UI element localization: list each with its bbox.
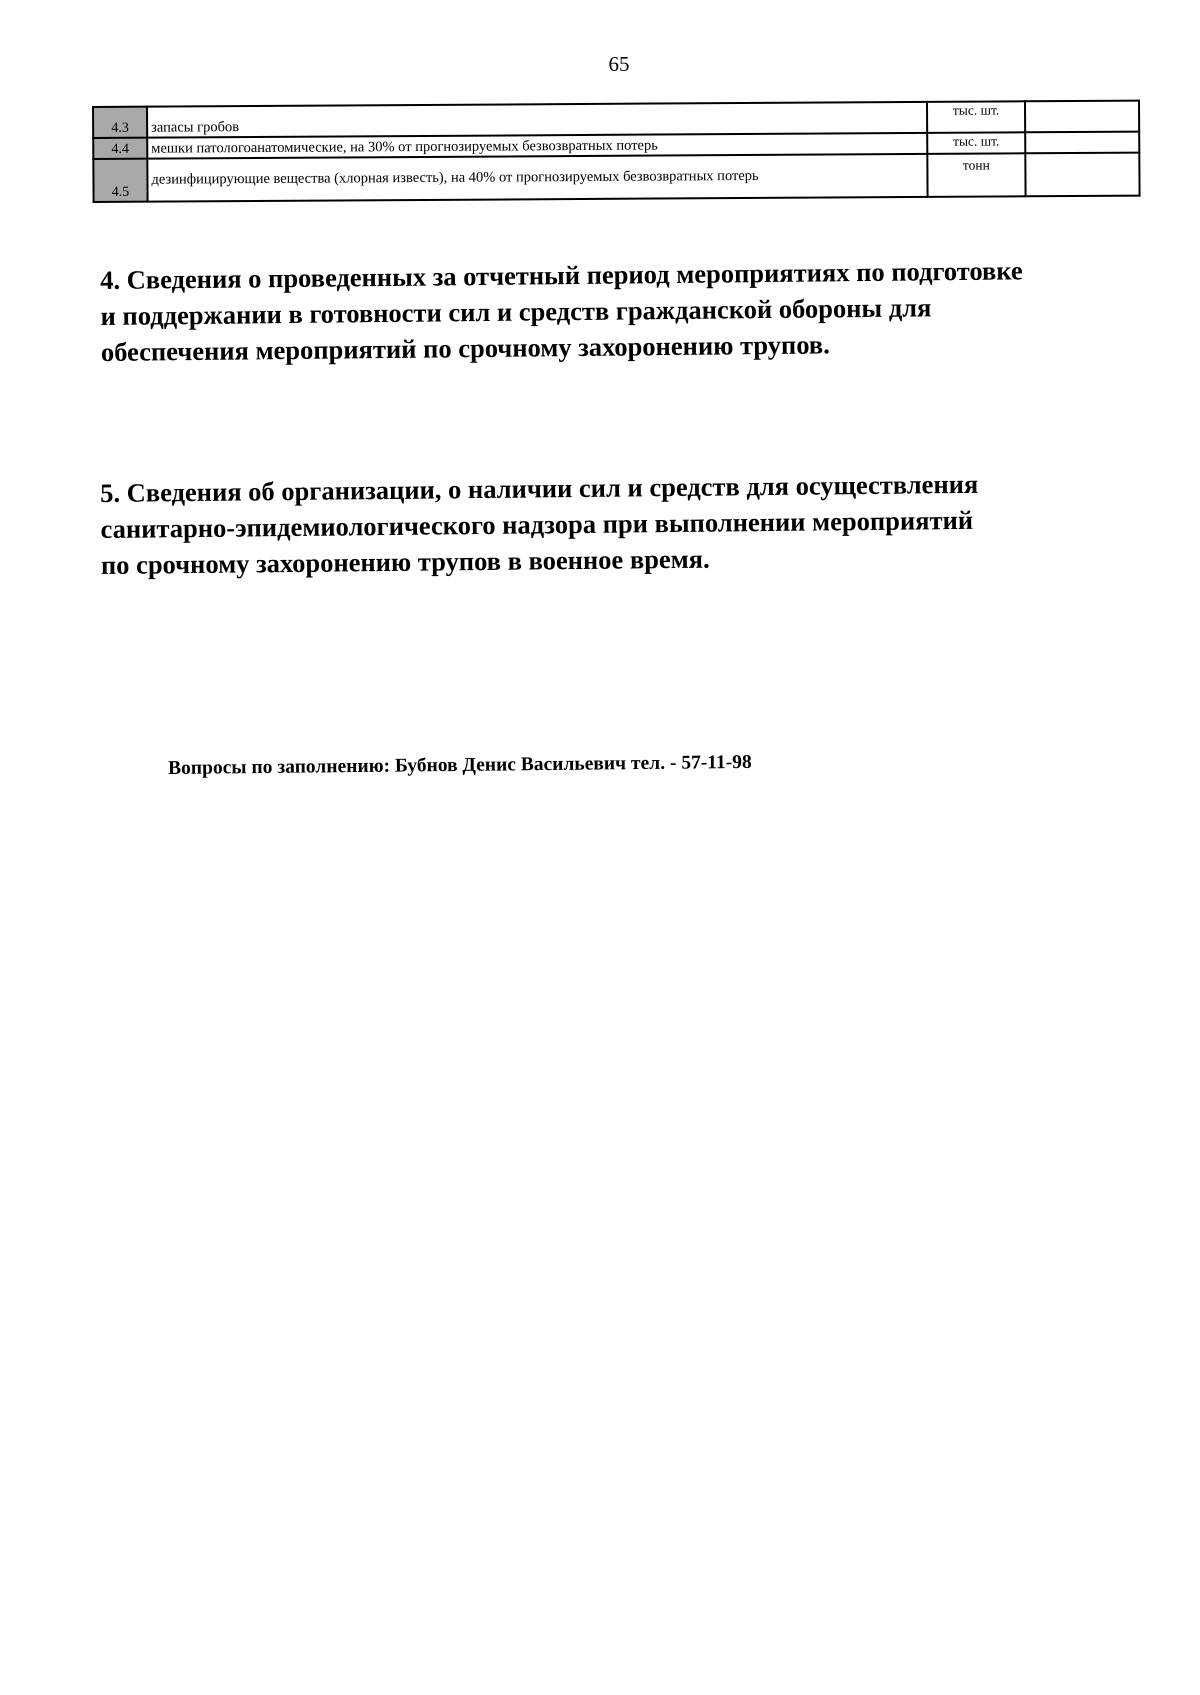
row-value-cell[interactable] [1025, 153, 1139, 197]
section-4-heading [100, 251, 1161, 370]
row-unit: тонн [927, 153, 1025, 197]
supplies-table [92, 100, 1141, 203]
row-value-cell[interactable] [1025, 132, 1139, 154]
section-5-line: 5. Сведения об организации, о наличии сил и средств для осуществления [100, 468, 979, 508]
row-unit: тыс. шт. [927, 101, 1025, 133]
section-5-line: по срочному захоронению трупов в военное время. [100, 543, 710, 580]
page-number: 65 [608, 52, 630, 76]
row-description: дезинфицирующие вещества (хлорная известь), на 40% от прогнозируемых безвозвратных потерь [147, 154, 927, 202]
contact-info: Вопросы по заполнению: Бубнов Денис Васильевич тел. - 57-11-98 [168, 751, 752, 779]
section-5-line: санитарно-эпидемиологического надзора при выполнении мероприятий [100, 504, 974, 544]
row-description: мешки патологоанатомические, на 30% от прогнозируемых безвозвратных потерь [147, 133, 927, 159]
section-4-line: обеспечения мероприятий по срочному захоронению трупов. [100, 329, 830, 367]
row-value-cell[interactable] [1025, 101, 1139, 133]
section-4-line: и поддержании в готовности сил и средств гражданской обороны для [100, 292, 932, 331]
section-4-line: 4. Сведения о проведенных за отчетный период мероприятиях по подготовке [100, 255, 1023, 295]
row-number: 4.3 [93, 107, 147, 138]
section-5-heading [100, 465, 1101, 583]
row-number: 4.5 [93, 159, 147, 202]
row-unit: тыс. шт. [927, 132, 1025, 154]
table-row [93, 153, 1139, 202]
row-description: запасы гробов [147, 102, 927, 138]
row-number: 4.4 [93, 138, 147, 159]
